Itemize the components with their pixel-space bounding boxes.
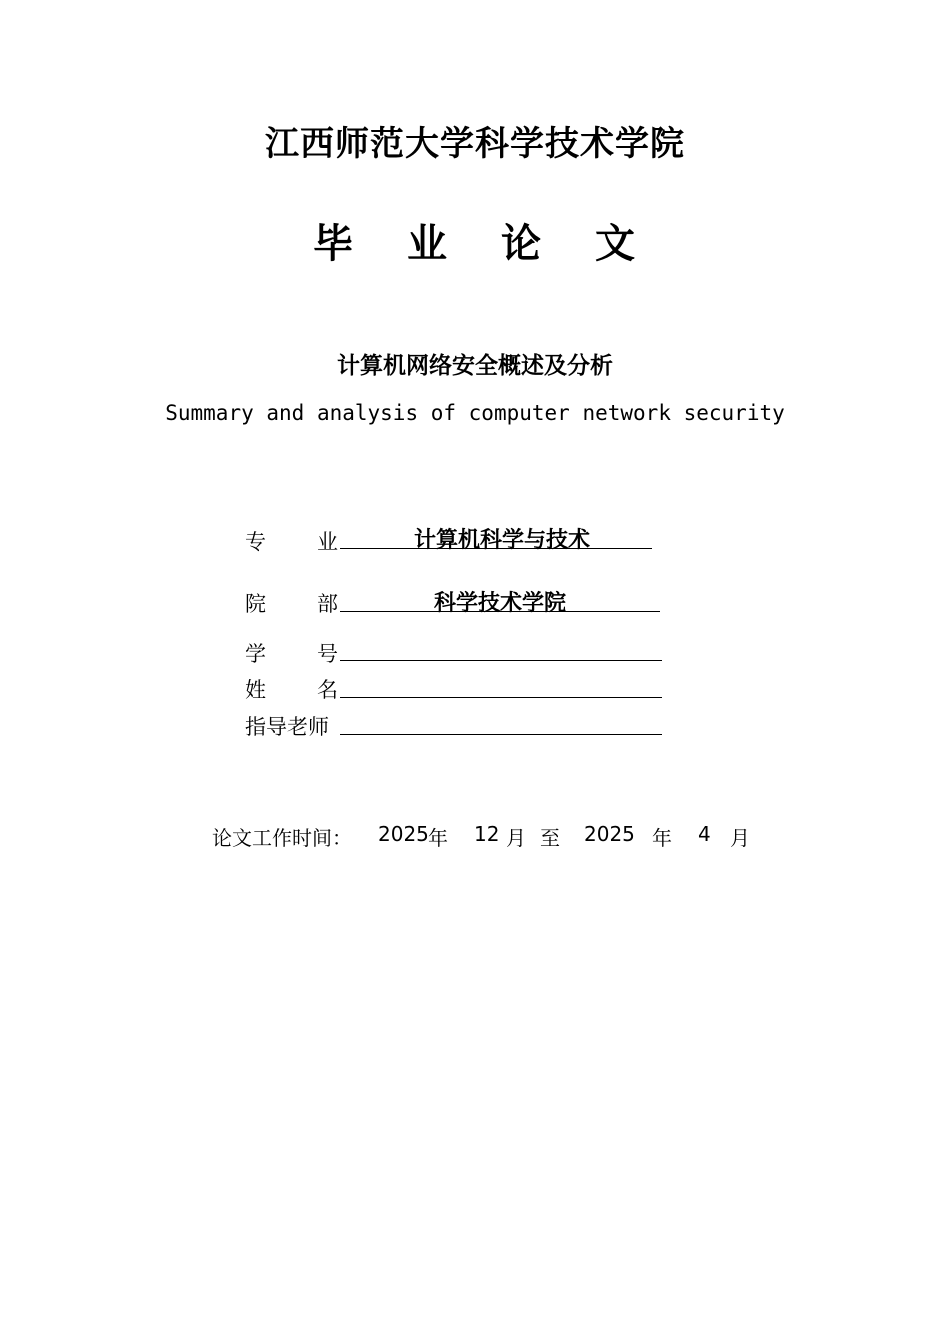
school-name: 江西师范大学科学技术学院 (265, 124, 685, 164)
doc-type-char-2: 业 (407, 221, 449, 267)
period-start-month: 12 (474, 822, 500, 846)
advisor-underline (340, 734, 662, 735)
name-underline (340, 697, 662, 698)
major-value: 计算机科学与技术 (413, 528, 590, 553)
period-end-year-char: 年 (652, 826, 672, 850)
doc-type-char-4: 文 (595, 221, 637, 267)
doc-type-char-3: 论 (501, 221, 543, 267)
thesis-title-chinese: 计算机网络安全概述及分析 (337, 353, 613, 379)
period-end-year: 2025 (584, 822, 635, 846)
doc-type-char-1: 毕 (313, 221, 355, 267)
period-start-year: 2025 (378, 822, 429, 846)
department-value: 科学技术学院 (433, 591, 566, 616)
period-to-char: 至 (540, 826, 560, 850)
document-type-heading (0, 212, 950, 269)
period-label: 论文工作时间： (212, 826, 352, 850)
student-id-underline (340, 660, 662, 661)
period-end-month-char: 月 (730, 826, 750, 850)
thesis-title-english: Summary and analysis of computer network security (165, 401, 785, 425)
period-year-char: 年 (428, 826, 448, 850)
period-end-month: 4 (698, 822, 711, 846)
period-month-char: 月 (506, 826, 526, 850)
